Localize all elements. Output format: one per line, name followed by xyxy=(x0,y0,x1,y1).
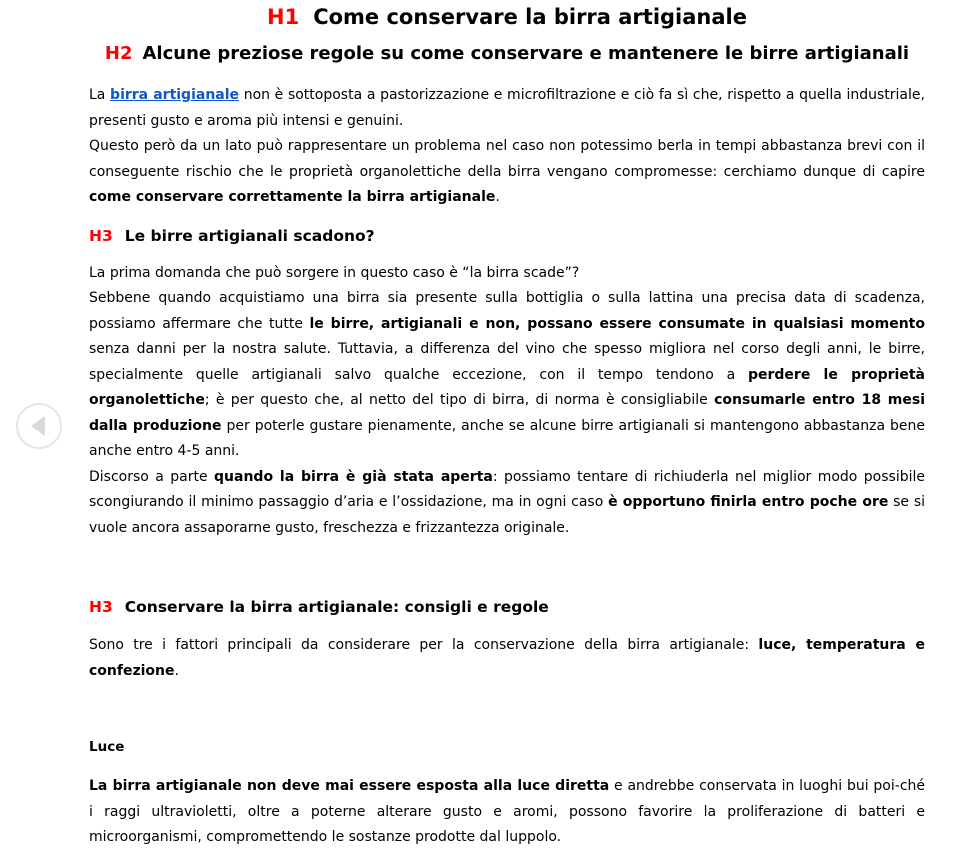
h3-tag: H3 xyxy=(89,226,113,245)
previous-page-button[interactable] xyxy=(16,403,62,449)
scadono-section xyxy=(89,261,925,542)
heading-h3-consigli: H3 Conservare la birra artigianale: consigli e regole xyxy=(89,598,549,616)
consigli-paragraph-1: Sono tre i fattori principali da considerare per la conservazione della birra artigianale: luce, temperatura e confezione. xyxy=(89,637,925,679)
consigli-section xyxy=(89,633,925,684)
chevron-left-icon xyxy=(31,416,45,436)
h1-tag: H1 xyxy=(267,5,300,29)
heading-h2 xyxy=(89,41,925,67)
scadono-paragraph-3: Discorso a parte quando la birra è già stata aperta: possiamo tentare di richiuderla nel miglior modo possibile scongiurando il minimo passaggio d’aria e l’ossidazione, ma in ogni caso è opportuno finirla entro poche ore se si vuole ancora assaporarne gusto, freschezza e frizzantezza originale. xyxy=(89,468,925,536)
h1-text: Come conservare la birra artigianale xyxy=(313,5,747,29)
h2-text: Alcune preziose regole su come conservare e mantenere le birre artigianali xyxy=(142,43,910,64)
document-content xyxy=(89,0,925,851)
heading-h1 xyxy=(89,3,925,31)
heading-h3-scadono: H3 Le birre artigianali scadono? xyxy=(89,226,375,245)
intro-paragraph-1: La birra artigianale non è sottoposta a pastorizzazione e microfiltrazione e ciò fa sì che, rispetto a quella industriale, presenti gusto e aroma più intensi e genuini. xyxy=(89,87,925,129)
heading-luce: Luce xyxy=(89,739,125,755)
birra-artigianale-link[interactable]: birra artigianale xyxy=(110,87,240,103)
intro-section xyxy=(89,83,925,211)
luce-paragraph-1: La birra artigianale non deve mai essere esposta alla luce diretta e andrebbe conservata in luoghi bui poi-ché i raggi ultravioletti, oltre a poterne alterare gusto e aromi, possono favorire la proliferazione di batteri e microorganismi, compromettendo le sostanze prodotte dal luppolo. xyxy=(89,778,925,845)
intro-paragraph-2: Questo però da un lato può rappresentare un problema nel caso non potessimo berla in tempi abbastanza brevi con il conseguente rischio che le proprietà organolettiche della birra vengano compromesse: cerchiamo dunque di capire come conservare correttamente la birra artigianale. xyxy=(89,138,925,205)
h2-tag: H2 xyxy=(104,43,133,64)
scadono-paragraph-2: Sebbene quando acquistiamo una birra sia presente sulla bottiglia o sulla lattina una precisa data di scadenza, possiamo affermare che tutte le birre, artigianali e non, possano essere consumate in qualsiasi momento senza danni per la nostra salute. Tuttavia, a differenza del vino che spesso migliora nel corso degli anni, le birre, specialmente quelle artigianali salvo qualche eccezione, con il tempo tendono a perdere le proprietà organolettiche; è per questo che, al netto del tipo di birra, di norma è consigliabile consumarle entro 18 mesi dalla produzione per poterle gustare pienamente, anche se alcune birre artigianali si mantengono abbastanza bene anche entro 4-5 anni. xyxy=(89,290,925,459)
scadono-paragraph-1: La prima domanda che può sorgere in questo caso è “la birra scade”? xyxy=(89,264,580,281)
h3-tag: H3 xyxy=(89,598,113,616)
luce-section xyxy=(89,774,925,851)
